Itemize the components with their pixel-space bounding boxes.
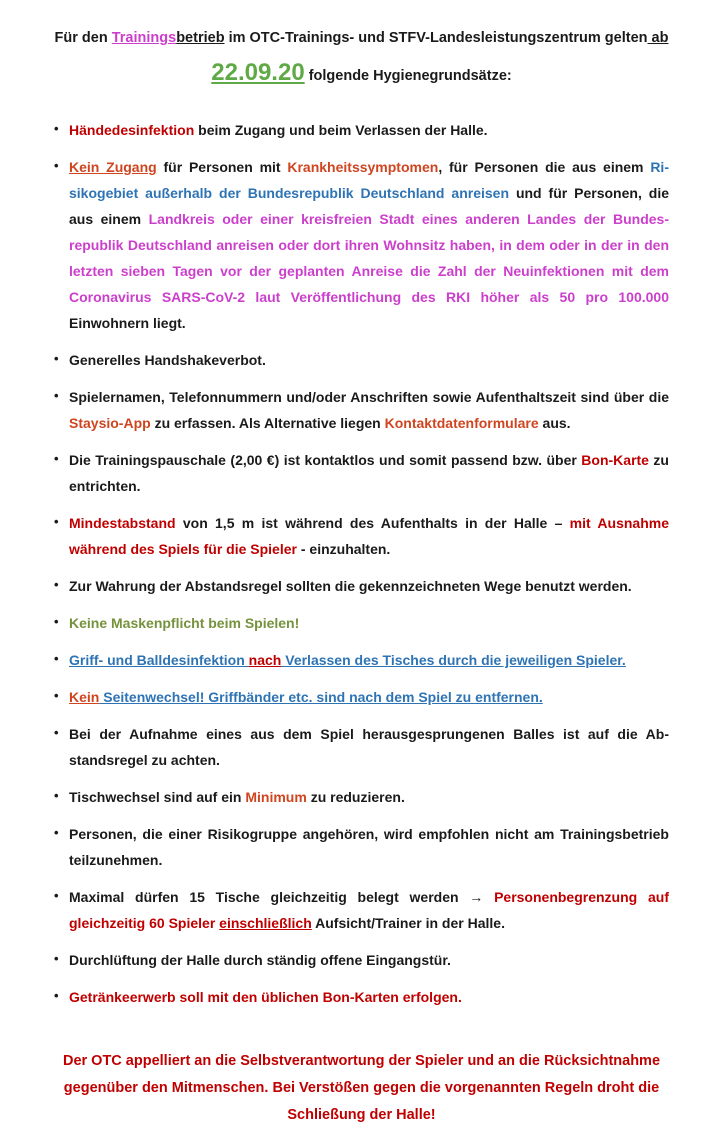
text-segment: betrieb (176, 30, 225, 46)
text-segment: Griff- und Balldesinfektion (69, 652, 249, 668)
text-segment: Kontaktdatenformulare (384, 415, 539, 431)
text-segment: Minimum (245, 789, 307, 805)
bullet-icon: • (54, 577, 59, 592)
text-segment: Zur Wahrung der Abstandsregel sollten die gekennzeichneten Wege benutzt werden. (69, 578, 632, 594)
text-segment: Mindestabstand (69, 515, 176, 531)
rule-item (54, 647, 669, 673)
bullet-icon: • (54, 825, 59, 840)
rule-item (54, 447, 669, 499)
text-segment: Generelles Handshakeverbot. (69, 352, 266, 368)
text-segment: Krankheitssymptomen (287, 159, 439, 175)
rule-item (54, 784, 669, 810)
text-segment: zu reduzieren. (306, 789, 405, 805)
text-segment: Tischwechsel sind auf ein (69, 789, 246, 805)
text-segment: Personen, die einer Risikogruppe angehören, wird empfohlen nicht am Trainingsbetrieb teilzunehmen. (69, 826, 669, 868)
bullet-icon: • (54, 888, 59, 903)
text-segment: beim Zugang und beim Verlassen der Halle. (194, 122, 488, 138)
text-segment: Bon-Karte (581, 452, 649, 468)
text-segment: Bei der Aufnahme eines aus dem Spiel herausgesprungenen Balles ist auf die Abstandsregel zu achten. (69, 726, 669, 768)
bullet-icon: • (54, 614, 59, 629)
text-segment: Seitenwechsel! Griffbänder etc. sind nach dem Spiel zu entfernen. (99, 689, 543, 705)
bullet-icon: • (54, 688, 59, 703)
text-segment: , für Personen die aus einem (438, 159, 651, 175)
text-segment: Der OTC appelliert an die Selbstverantwortung der Spieler und an die Rücksichtnahme gegenüber den Mitmenschen. Bei Verstößen gegen die vorgenannten Regeln droht die Schließung der Halle! (62, 1053, 661, 1123)
text-segment: Kein (69, 689, 100, 705)
text-segment: Maximal dürfen 15 Tische gleichzeitig belegt werden → (69, 889, 495, 905)
bullet-icon: • (54, 788, 59, 803)
text-segment: zu entrichten. (69, 452, 669, 494)
rule-item (54, 347, 669, 373)
rule-item (54, 821, 669, 873)
text-segment: Aufsicht/Trainer in der Halle. (311, 915, 505, 931)
bullet-icon: • (54, 351, 59, 366)
rule-item (54, 610, 669, 636)
page-title (54, 26, 669, 93)
bullet-icon: • (54, 988, 59, 1003)
bullet-icon: • (54, 388, 59, 403)
rule-item (54, 947, 669, 973)
text-segment: von 1,5 m ist während des Aufenthalts in der Halle – (175, 515, 570, 531)
text-segment: Spielernamen, Telefonnummern und/oder Anschriften sowie Aufenthaltszeit sind über die (69, 389, 669, 405)
rule-item (54, 721, 669, 773)
rule-item (54, 154, 669, 336)
text-segment: Staysio-App (69, 415, 151, 431)
bullet-icon: • (54, 725, 59, 740)
rule-item (54, 384, 669, 436)
text-segment: 22.09.20 (211, 59, 305, 86)
footer-note (54, 1048, 669, 1129)
text-segment: Landkreis oder einer kreisfreien Stadt eines anderen Landes der Bundesrepublik Deutschland anreisen oder dort ihren Wohnsitz haben, in dem oder in der in den letzten sieben Tagen vor der geplanten Anreise die Zahl der Neuinfektionen mit dem Coronavirus SARS-CoV-2 laut Veröffentlichung des RKI höher als 50 pro 100.000 (69, 211, 669, 305)
rule-item (54, 117, 669, 143)
rule-item (54, 510, 669, 562)
bullet-icon: • (54, 158, 59, 173)
text-segment: Personenbegrenzung auf gleichzeitig 60 Spieler (69, 889, 669, 931)
text-segment: Händedesinfektion (69, 122, 195, 138)
text-segment: im OTC-Trainings- und STFV-Landesleistungszentrum gelten (224, 30, 648, 46)
bullet-icon: • (54, 451, 59, 466)
text-segment: und für Personen, die aus einem (69, 185, 669, 227)
text-segment: für Personen mit (156, 159, 288, 175)
bullet-icon: • (54, 651, 59, 666)
text-segment: Die Trainingspauschale (2,00 €) ist kontaktlos und somit passend bzw. über (69, 452, 582, 468)
bullet-icon: • (54, 121, 59, 136)
rule-item (54, 984, 669, 1010)
rule-item (54, 573, 669, 599)
bullet-icon: • (54, 951, 59, 966)
text-segment: Einwohnern liegt. (69, 315, 186, 331)
text-segment: einschließlich (219, 915, 312, 931)
title-line-2 (54, 56, 669, 93)
text-segment: Durchlüftung der Halle durch ständig offene Eingangstür. (69, 952, 451, 968)
text-segment: Getränkeerwerb soll mit den üblichen Bon-Karten erfolgen. (69, 989, 462, 1005)
rule-item (54, 884, 669, 936)
text-segment: Trainings (111, 30, 177, 46)
text-segment: - einzuhalten. (296, 541, 391, 557)
text-segment: Für den (54, 30, 112, 46)
text-segment: folgende Hygienegrundsätze: (304, 68, 512, 84)
title-line-1 (54, 26, 669, 50)
text-segment: aus. (538, 415, 571, 431)
text-segment: nach (248, 652, 282, 668)
rules-list (54, 117, 669, 1010)
text-segment: ab (647, 30, 669, 46)
text-segment: Risikogebiet außerhalb der Bundesrepublik Deutschland anreisen (69, 159, 669, 201)
text-segment: Verlassen des Tisches durch die jeweiligen Spieler. (281, 652, 626, 668)
text-segment: mit Ausnahme während des Spiels für die Spieler (69, 515, 669, 557)
bullet-icon: • (54, 514, 59, 529)
text-segment: Kein Zugang (69, 159, 157, 175)
text-segment: Keine Maskenpflicht beim Spielen! (69, 615, 300, 631)
rule-item (54, 684, 669, 710)
text-segment: zu erfassen. Als Alternative liegen (150, 415, 385, 431)
